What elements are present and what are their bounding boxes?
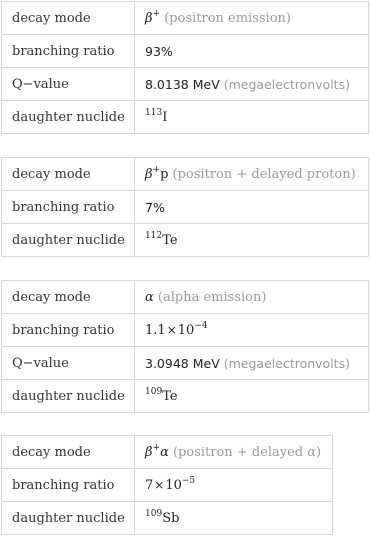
row-label: decay mode bbox=[2, 436, 135, 469]
branching-ratio-value: $7\times 10^{-5}$ bbox=[135, 469, 333, 502]
table-row bbox=[2, 191, 369, 224]
daughter-nuclide-value: $^{113}$I bbox=[135, 101, 369, 134]
table-row bbox=[2, 281, 369, 314]
row-label: branching ratio bbox=[2, 35, 135, 68]
daughter-nuclide-value: $^{112}$Te bbox=[135, 224, 369, 257]
row-label: decay mode bbox=[2, 281, 135, 314]
decay-table-2 bbox=[1, 157, 369, 257]
decay-mode-note: (positron + delayed α) bbox=[172, 444, 322, 460]
branching-ratio-value: 7% bbox=[135, 191, 369, 224]
table-row bbox=[2, 502, 333, 535]
decay-table-4 bbox=[1, 435, 333, 535]
table-row bbox=[2, 68, 369, 101]
row-label: decay mode bbox=[2, 2, 135, 35]
table-row bbox=[2, 2, 369, 35]
row-label: daughter nuclide bbox=[2, 380, 135, 413]
table-row bbox=[2, 224, 369, 257]
row-label: branching ratio bbox=[2, 191, 135, 224]
row-label: Q−value bbox=[2, 347, 135, 380]
unit-note: (megaelectronvolts) bbox=[223, 76, 350, 92]
decay-mode-note: (positron emission) bbox=[164, 10, 291, 26]
row-label: decay mode bbox=[2, 158, 135, 191]
q-value: 3.0948 MeV (megaelectronvolts) bbox=[135, 347, 369, 380]
row-label: Q−value bbox=[2, 68, 135, 101]
row-label: daughter nuclide bbox=[2, 101, 135, 134]
unit: MeV bbox=[192, 355, 220, 371]
row-label: daughter nuclide bbox=[2, 224, 135, 257]
decay-mode-value: β+p (positron + delayed proton) bbox=[135, 158, 369, 191]
branching-ratio-value: $1.1\times 10^{-4}$ bbox=[135, 314, 369, 347]
decay-mode-value: β+α (positron + delayed α) bbox=[135, 436, 333, 469]
table-row bbox=[2, 347, 369, 380]
daughter-nuclide-value: $^{109}$Sb bbox=[135, 502, 333, 535]
q-value: 8.0138 MeV (megaelectronvolts) bbox=[135, 68, 369, 101]
unit: MeV bbox=[192, 76, 220, 92]
table-row bbox=[2, 469, 333, 502]
decay-table-3 bbox=[1, 280, 369, 413]
decay-mode-value: β+ (positron emission) bbox=[135, 2, 369, 35]
decay-mode-note: (positron + delayed proton) bbox=[172, 166, 356, 182]
table-row bbox=[2, 380, 369, 413]
branching-ratio-value: 93% bbox=[135, 35, 369, 68]
decay-mode-value: α (alpha emission) bbox=[135, 281, 369, 314]
daughter-nuclide-value: $^{109}$Te bbox=[135, 380, 369, 413]
row-label: branching ratio bbox=[2, 314, 135, 347]
decay-mode-note: (alpha emission) bbox=[157, 289, 267, 305]
unit-note: (megaelectronvolts) bbox=[223, 355, 350, 371]
table-row bbox=[2, 158, 369, 191]
table-row bbox=[2, 101, 369, 134]
table-row bbox=[2, 314, 369, 347]
row-label: daughter nuclide bbox=[2, 502, 135, 535]
decay-table-1 bbox=[1, 1, 369, 134]
table-row bbox=[2, 35, 369, 68]
row-label: branching ratio bbox=[2, 469, 135, 502]
table-row bbox=[2, 436, 333, 469]
